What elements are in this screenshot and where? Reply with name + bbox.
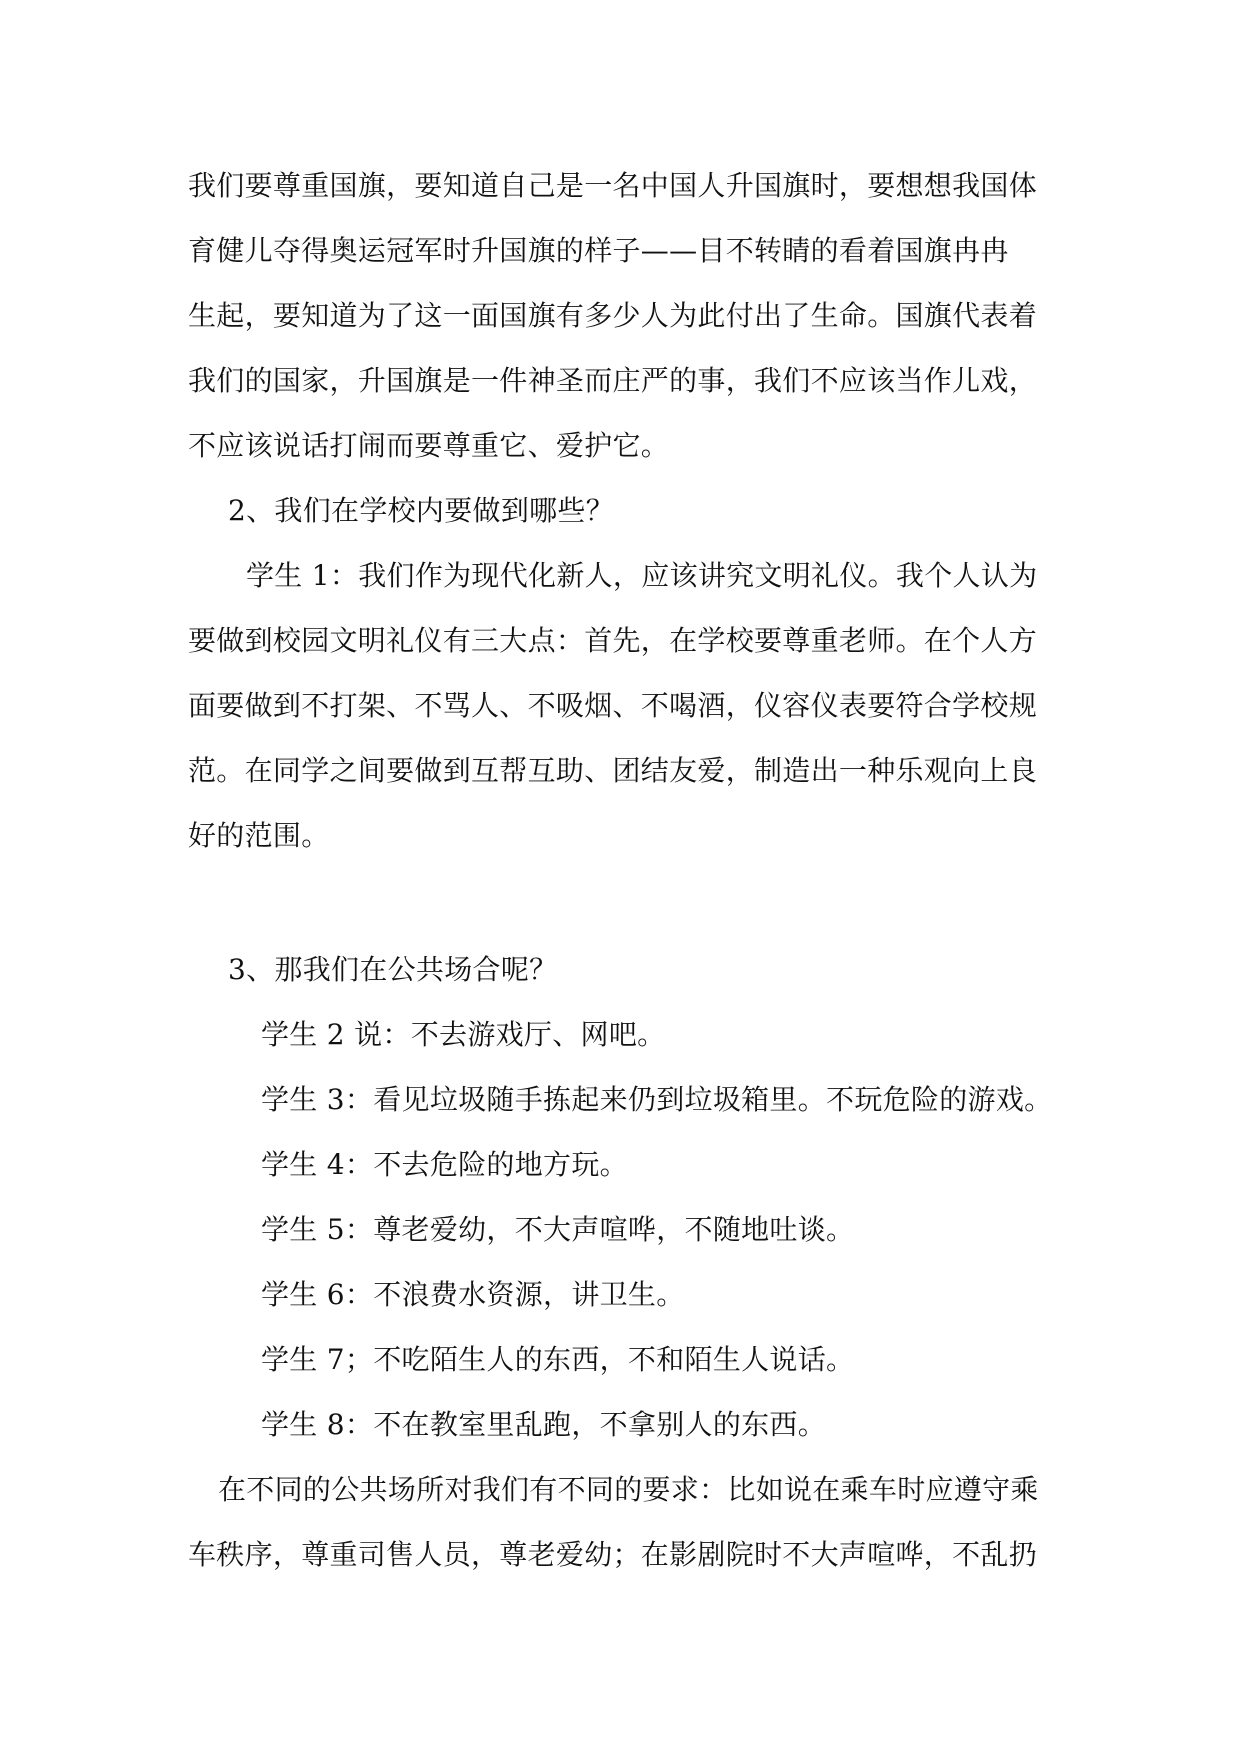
student-answer-item: 学生 7；不吃陌生人的东西，不和陌生人说话。 — [261, 1343, 855, 1376]
student-answer-item: 学生 6：不浪费水资源，讲卫生。 — [261, 1278, 685, 1311]
paragraph-line: 不应该说话打闹而要尊重它、爱护它。 — [188, 429, 670, 462]
public-places-paragraph — [188, 1457, 1058, 1587]
text-section-b — [188, 937, 1058, 1587]
answer-line: 范。在同学之间要做到互帮互助、团结友爱，制造出一种乐观向上良 — [188, 754, 1038, 787]
student-answer-item: 学生 4：不去危险的地方玩。 — [261, 1148, 628, 1181]
paragraph-line: 我们要尊重国旗，要知道自己是一名中国人升国旗时，要想想我国体 — [188, 169, 1038, 202]
paragraph-line: 生起，要知道为了这一面国旗有多少人为此付出了生命。国旗代表着 — [188, 299, 1038, 332]
student-answer-item: 学生 5：尊老爱幼，不大声喧哗，不随地吐谈。 — [261, 1213, 855, 1246]
question-public — [188, 937, 1058, 1002]
student-answer-item: 学生 3：看见垃圾随手拣起来仍到垃圾箱里。不玩危险的游戏。 — [261, 1083, 1053, 1116]
student-answer-item: 学生 8：不在教室里乱跑，不拿别人的东西。 — [261, 1408, 827, 1441]
paragraph-line: 育健儿夺得奥运冠军时升国旗的样子——目不转睛的看着国旗冉冉 — [188, 234, 1009, 267]
question-line: 2、我们在学校内要做到哪些？ — [228, 494, 615, 527]
answer-line: 好的范围。 — [188, 819, 330, 852]
paragraph-line: 在不同的公共场所对我们有不同的要求：比如说在乘车时应遵守乘 — [218, 1473, 1039, 1506]
answer-line: 学生 1：我们作为现代化新人，应该讲究文明礼仪。我个人认为 — [246, 559, 1038, 592]
student-answer-item: 学生 2 说：不去游戏厅、网吧。 — [261, 1018, 666, 1051]
student-answers-list — [188, 1002, 1058, 1457]
text-section-a — [188, 153, 1058, 868]
paragraph-line: 车秩序，尊重司售人员，尊老爱幼；在影剧院时不大声喧哗，不乱扔 — [188, 1538, 1038, 1571]
flag-respect-paragraph — [188, 153, 1058, 478]
answer-line: 面要做到不打架、不骂人、不吸烟、不喝酒，仪容仪表要符合学校规 — [188, 689, 1038, 722]
paragraph-line: 我们的国家，升国旗是一件神圣而庄严的事，我们不应该当作儿戏， — [188, 364, 1038, 397]
question-school — [188, 478, 1058, 543]
answer-line: 要做到校园文明礼仪有三大点：首先，在学校要尊重老师。在个人方 — [188, 624, 1038, 657]
student-1-answer — [188, 543, 1058, 868]
question-line: 3、那我们在公共场合呢？ — [228, 953, 558, 986]
